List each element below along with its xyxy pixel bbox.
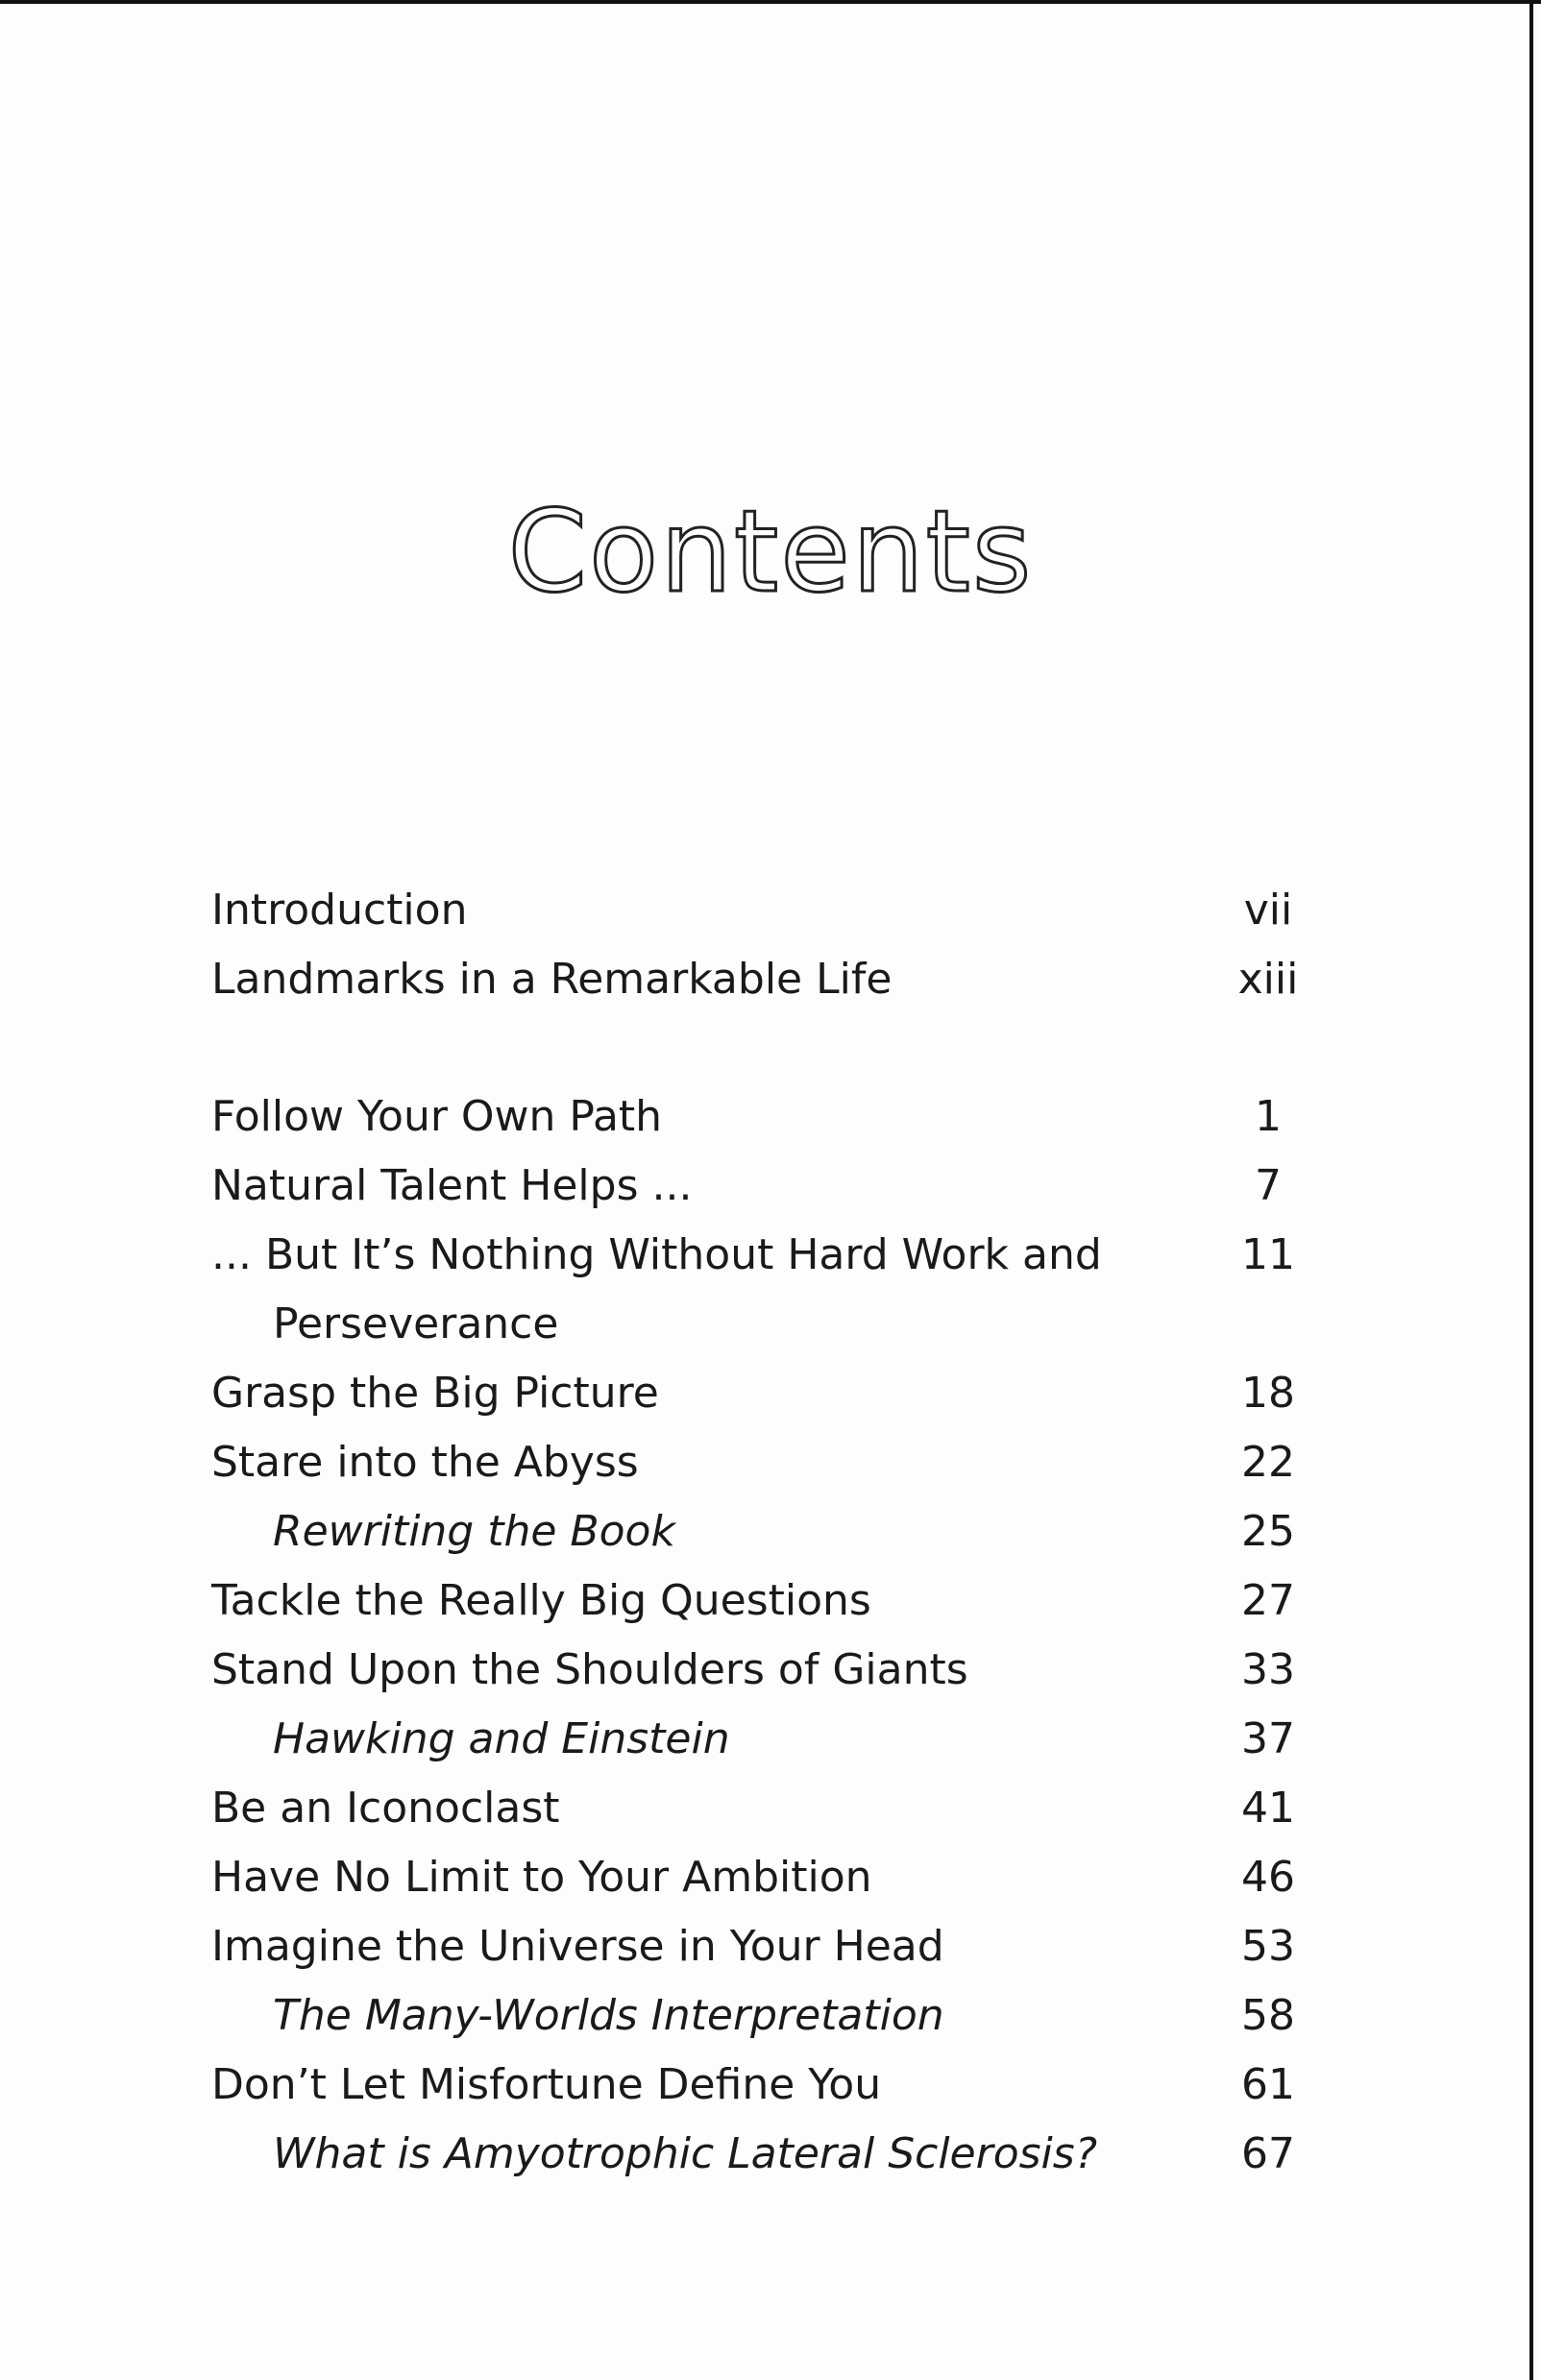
toc-entry-label: ... But It’s Nothing Without Hard Work and	[211, 1230, 1102, 1279]
toc-entry-label: Introduction	[211, 886, 468, 935]
toc-entry	[211, 1641, 1326, 1699]
toc-entry-page: 37	[1241, 1714, 1295, 1763]
toc-entry-page: 46	[1241, 1853, 1295, 1902]
toc-subentry	[211, 1711, 1326, 1768]
toc-entry	[211, 1434, 1326, 1492]
toc-entry-page: 41	[1241, 1784, 1295, 1833]
toc-entry-page: 11	[1241, 1230, 1295, 1279]
toc-entry-page: 58	[1241, 1991, 1295, 2040]
toc-entry-label: Natural Talent Helps ...	[211, 1161, 693, 1210]
toc-entry-continuation	[211, 1296, 1326, 1353]
scan-edge-top	[0, 0, 1541, 4]
toc-entry-label: Be an Iconoclast	[211, 1784, 560, 1833]
toc-entry-label: Tackle the Really Big Questions	[211, 1576, 871, 1625]
toc-entry	[211, 1918, 1326, 1976]
toc-entry	[211, 1088, 1326, 1146]
toc-entry-page: 7	[1255, 1161, 1282, 1210]
toc-entry-label: What is Amyotrophic Lateral Sclerosis?	[273, 2129, 1098, 2178]
toc-entry-label: Imagine the Universe in Your Head	[211, 1922, 944, 1971]
toc-entry	[211, 1572, 1326, 1630]
toc-entry	[211, 1226, 1326, 1284]
toc-entry	[211, 2056, 1326, 2114]
toc-entry-page: 61	[1241, 2060, 1295, 2109]
toc-entry-page: 22	[1241, 1438, 1295, 1487]
toc-subentry	[211, 1987, 1326, 2045]
toc-subentry	[211, 2125, 1326, 2183]
toc-entry	[211, 1849, 1326, 1906]
toc-entry-page: 53	[1241, 1922, 1295, 1971]
toc-entry-label: Perseverance	[273, 1299, 559, 1348]
toc-entry	[211, 1780, 1326, 1837]
toc-entry-page: 18	[1241, 1369, 1295, 1418]
toc-entry-label: Stand Upon the Shoulders of Giants	[211, 1645, 968, 1694]
toc-entry-label: Stare into the Abyss	[211, 1438, 639, 1487]
toc-entry-label: Don’t Let Misfortune Define You	[211, 2060, 882, 2109]
toc-entry-label: Grasp the Big Picture	[211, 1369, 659, 1418]
toc-entry-label: The Many-Worlds Interpretation	[273, 1991, 944, 2040]
toc-entry-label: Hawking and Einstein	[273, 1714, 730, 1763]
toc-entry-introduction	[211, 882, 1326, 939]
toc-subentry	[211, 1503, 1326, 1561]
toc-entry-page: 25	[1241, 1507, 1295, 1556]
toc-entry-page: 27	[1241, 1576, 1295, 1625]
toc-entry-page: 67	[1241, 2129, 1295, 2178]
toc-entry-page: 1	[1255, 1092, 1282, 1141]
toc-entry	[211, 1157, 1326, 1215]
toc-entry-page: 33	[1241, 1645, 1295, 1694]
toc-entry-label: Have No Limit to Your Ambition	[211, 1853, 872, 1902]
scan-edge-right	[1529, 0, 1533, 2380]
toc-entry-label: Landmarks in a Remarkable Life	[211, 955, 893, 1004]
toc-entry-label: Follow Your Own Path	[211, 1092, 663, 1141]
toc-entry-landmarks	[211, 951, 1326, 1008]
toc-entry-label: Rewriting the Book	[273, 1507, 675, 1556]
toc-entry-page: xiii	[1237, 955, 1299, 1004]
toc-entry-page: vii	[1243, 886, 1293, 935]
toc-entry	[211, 1365, 1326, 1422]
page-title: Contents	[507, 485, 1034, 618]
